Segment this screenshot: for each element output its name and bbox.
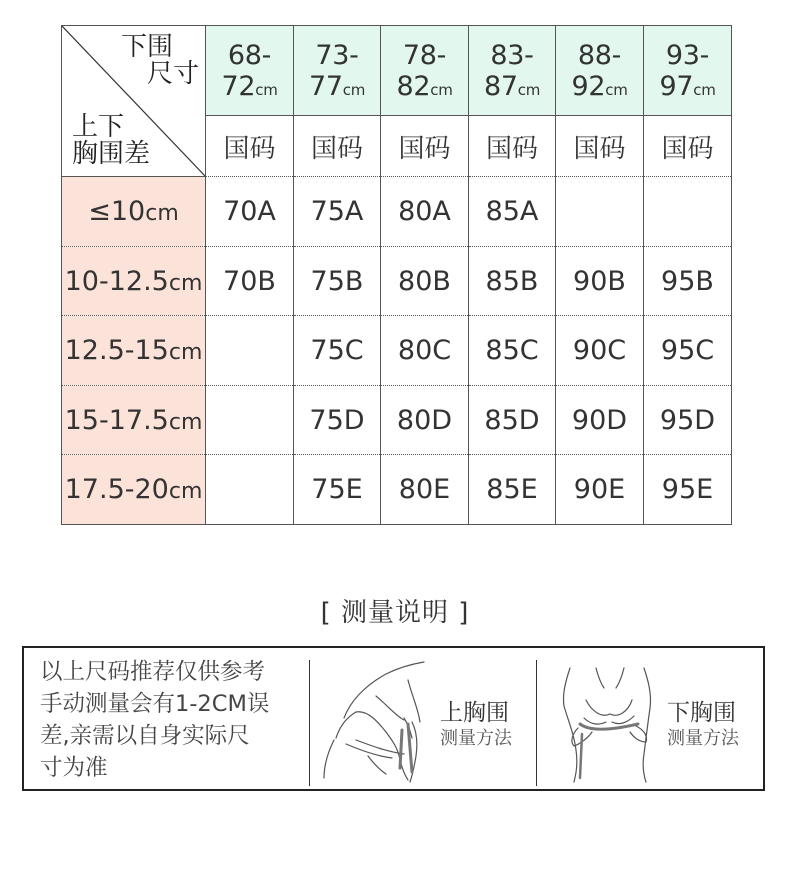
under-bust-range-header	[469, 26, 556, 116]
upper-bust-figure-icon	[316, 660, 436, 785]
diff-value: 17.5-20	[64, 474, 169, 505]
bust-difference-cell	[62, 177, 206, 247]
size-cell: 80D	[381, 386, 469, 455]
measurement-note	[40, 656, 302, 784]
size-row	[62, 316, 732, 386]
size-cell	[556, 177, 644, 247]
note-line: 差,亲需以自身实际尺	[40, 723, 250, 749]
size-cell: 85C	[469, 316, 556, 386]
header-range-row	[62, 26, 732, 116]
size-chart-table	[61, 25, 732, 525]
size-cell: 95E	[644, 455, 732, 525]
lower-bust-subtitle: 测量方法	[667, 728, 739, 749]
under-bust-range-header	[556, 26, 644, 116]
diff-unit: cm	[168, 479, 203, 504]
size-cell: 90C	[556, 316, 644, 386]
lower-bust-figure-icon	[548, 660, 668, 785]
upper-bust-subtitle: 测量方法	[440, 728, 512, 749]
upper-bust-title: 上胸围	[440, 700, 509, 726]
size-cell: 70B	[206, 247, 294, 316]
range-value: 88-92	[571, 39, 622, 102]
size-cell: 75B	[294, 247, 381, 316]
measurement-instructions-box	[22, 646, 765, 791]
size-cell: 75C	[294, 316, 381, 386]
size-cell: 75D	[294, 386, 381, 455]
size-row	[62, 386, 732, 455]
note-line: 以上尺码推荐仅供参考	[40, 659, 266, 685]
diff-unit: cm	[168, 270, 203, 296]
range-unit: cm	[517, 80, 541, 99]
size-cell: 95C	[644, 316, 732, 386]
diff-value: 15-17.5	[64, 404, 169, 436]
range-value: 78-82	[396, 39, 447, 102]
corner-header-cell	[62, 26, 206, 177]
diff-unit: cm	[168, 409, 203, 435]
size-cell: 95B	[644, 247, 732, 316]
corner-bust-diff-label	[72, 114, 150, 168]
note-line: 寸为准	[40, 755, 108, 781]
size-cell: 90B	[556, 247, 644, 316]
size-cell: 80E	[381, 455, 469, 525]
size-cell: 90D	[556, 386, 644, 455]
under-bust-range-header	[644, 26, 732, 116]
corner-label-line: 尺寸	[146, 59, 199, 89]
diff-unit: cm	[168, 340, 203, 365]
size-cell	[644, 177, 732, 247]
size-cell	[206, 316, 294, 386]
size-code-header: 国码	[381, 116, 469, 177]
corner-label-line: 上下	[72, 112, 125, 142]
lower-bust-title: 下胸围	[667, 700, 736, 726]
size-cell: 80C	[381, 316, 469, 386]
size-cell: 85A	[469, 177, 556, 247]
range-unit: cm	[605, 80, 628, 99]
size-cell	[206, 455, 294, 525]
range-value: 73-77	[308, 39, 359, 102]
corner-label-line: 胸围差	[72, 139, 151, 169]
range-value: 83-87	[483, 39, 534, 102]
upper-bust-illustration	[316, 660, 436, 785]
size-cell: 95D	[644, 386, 732, 455]
diff-unit: cm	[145, 201, 179, 226]
size-cell: 70A	[206, 177, 294, 247]
size-cell: 85D	[469, 386, 556, 455]
under-bust-range-header	[381, 26, 469, 116]
size-row	[62, 247, 732, 316]
range-unit: cm	[693, 80, 716, 99]
size-cell: 85B	[469, 247, 556, 316]
diff-value: 12.5-15	[64, 335, 169, 366]
size-code-header: 国码	[469, 116, 556, 177]
size-cell: 80A	[381, 177, 469, 247]
bust-difference-cell	[62, 386, 206, 455]
diff-value: 10-12.5	[64, 265, 169, 297]
divider	[309, 660, 310, 786]
size-row	[62, 177, 732, 247]
size-cell: 80B	[381, 247, 469, 316]
corner-under-bust-label	[121, 34, 199, 88]
measurement-section-title: [ 测量说明 ]	[320, 598, 470, 628]
range-value: 93-97	[659, 39, 710, 102]
corner-label-line: 下围	[120, 32, 173, 62]
range-value: 68-72	[221, 39, 272, 102]
diff-value: ≤10	[88, 196, 146, 227]
size-cell: 75E	[294, 455, 381, 525]
note-line: 手动测量会有1-2CM误	[40, 691, 270, 717]
bust-difference-cell	[62, 455, 206, 525]
range-unit: cm	[430, 80, 453, 99]
size-code-header: 国码	[206, 116, 294, 177]
size-cell: 75A	[294, 177, 381, 247]
size-code-header: 国码	[294, 116, 381, 177]
size-cell: 85E	[469, 455, 556, 525]
lower-bust-illustration	[548, 660, 668, 785]
range-unit: cm	[342, 80, 366, 99]
under-bust-range-header	[294, 26, 381, 116]
size-cell	[206, 386, 294, 455]
bust-difference-cell	[62, 247, 206, 316]
size-cell: 90E	[556, 455, 644, 525]
size-code-header: 国码	[644, 116, 732, 177]
bust-difference-cell	[62, 316, 206, 386]
divider	[536, 660, 537, 786]
size-row	[62, 455, 732, 525]
size-code-header: 国码	[556, 116, 644, 177]
range-unit: cm	[255, 80, 278, 99]
under-bust-range-header	[206, 26, 294, 116]
